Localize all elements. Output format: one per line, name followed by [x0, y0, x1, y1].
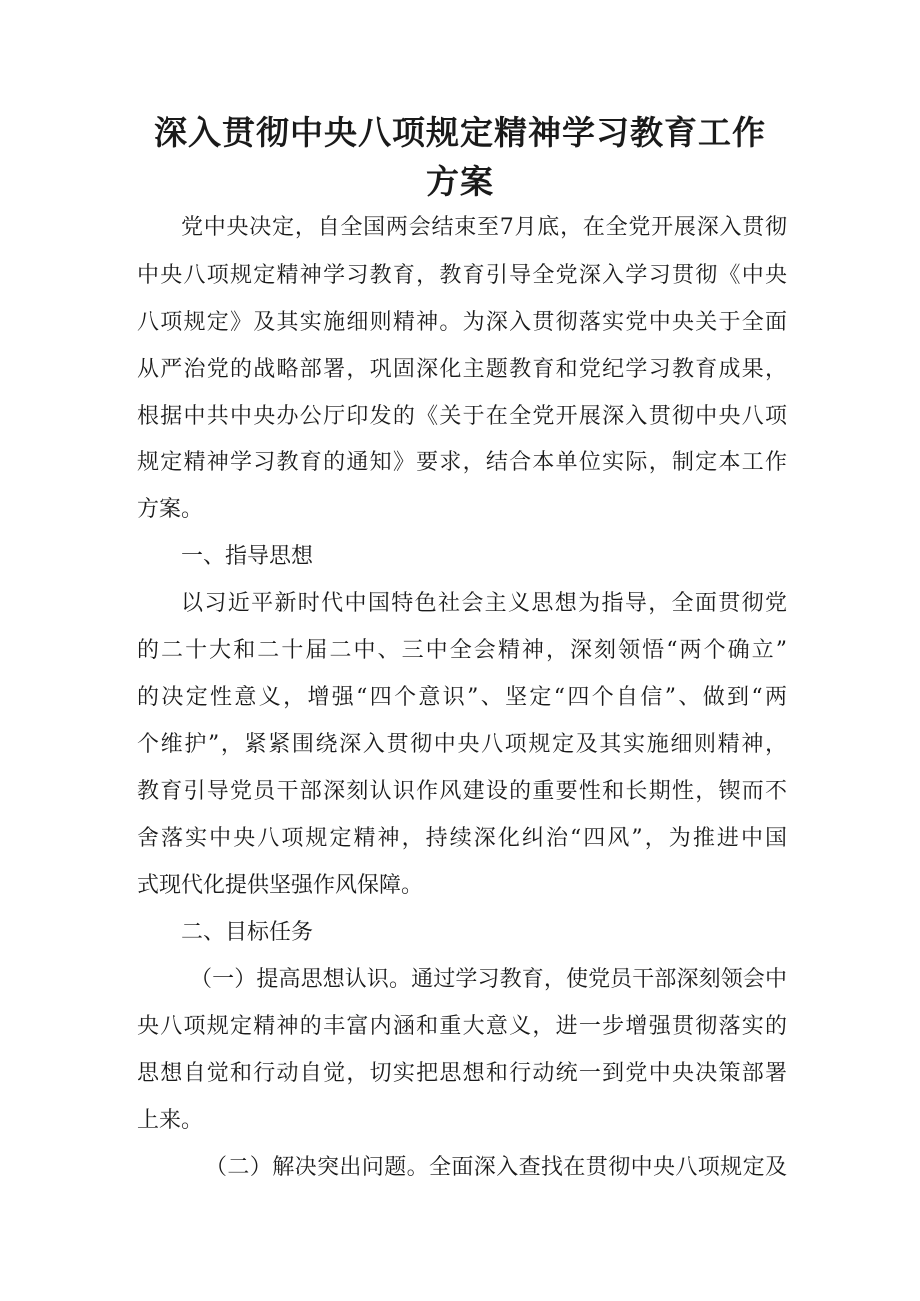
section-heading-goals-tasks: 二、目标任务: [181, 920, 314, 945]
section1-line: 的决定性意义，增强“四个意识”、坚定“四个自信”、做到“两: [137, 685, 787, 710]
document-title-line-2: 方案: [426, 162, 494, 201]
section1-line: 舍落实中央八项规定精神，持续深化纠治“四风”，为推进中国: [137, 826, 787, 851]
intro-line: 党中央决定，自全国两会结束至7月底，在全党开展深入贯彻: [181, 215, 787, 240]
section1-line: 教育引导党员干部深刻认识作风建设的重要性和长期性，锲而不: [137, 779, 787, 804]
item1-line: 思想自觉和行动自觉，切实把思想和行动统一到党中央决策部署: [137, 1061, 787, 1086]
item2-line: （二）解决突出问题。全面深入查找在贯彻中央八项规定及: [205, 1155, 787, 1180]
section1-line: 个维护”，紧紧围绕深入贯彻中央八项规定及其实施细则精神，: [137, 732, 787, 757]
item1-line: 央八项规定精神的丰富内涵和重大意义，进一步增强贯彻落实的: [137, 1014, 787, 1039]
item1-line: 上来。: [137, 1108, 204, 1133]
section1-line: 式现代化提供坚强作风保障。: [137, 873, 424, 898]
intro-line: 八项规定》及其实施细则精神。为深入贯彻落实党中央关于全面: [137, 310, 787, 335]
intro-line: 中央八项规定精神学习教育，教育引导全党深入学习贯彻《中央: [137, 263, 787, 288]
intro-line: 从严治党的战略部署，巩固深化主题教育和党纪学习教育成果，: [137, 357, 787, 382]
intro-line: 方案。: [137, 497, 204, 522]
section1-line: 以习近平新时代中国特色社会主义思想为指导，全面贯彻党: [181, 591, 787, 616]
intro-line: 规定精神学习教育的通知》要求，结合本单位实际，制定本工作: [137, 450, 787, 475]
section-heading-guiding-thought: 一、指导思想: [181, 544, 314, 569]
item1-line: （一）提高思想认识。通过学习教育，使党员干部深刻领会中: [190, 967, 787, 992]
document-title-line-1: 深入贯彻中央八项规定精神学习教育工作: [154, 113, 766, 152]
intro-line: 根据中共中央办公厅印发的《关于在全党开展深入贯彻中央八项: [137, 404, 787, 429]
section1-line: 的二十大和二十届二中、三中全会精神，深刻领悟“两个确立”: [137, 638, 787, 663]
